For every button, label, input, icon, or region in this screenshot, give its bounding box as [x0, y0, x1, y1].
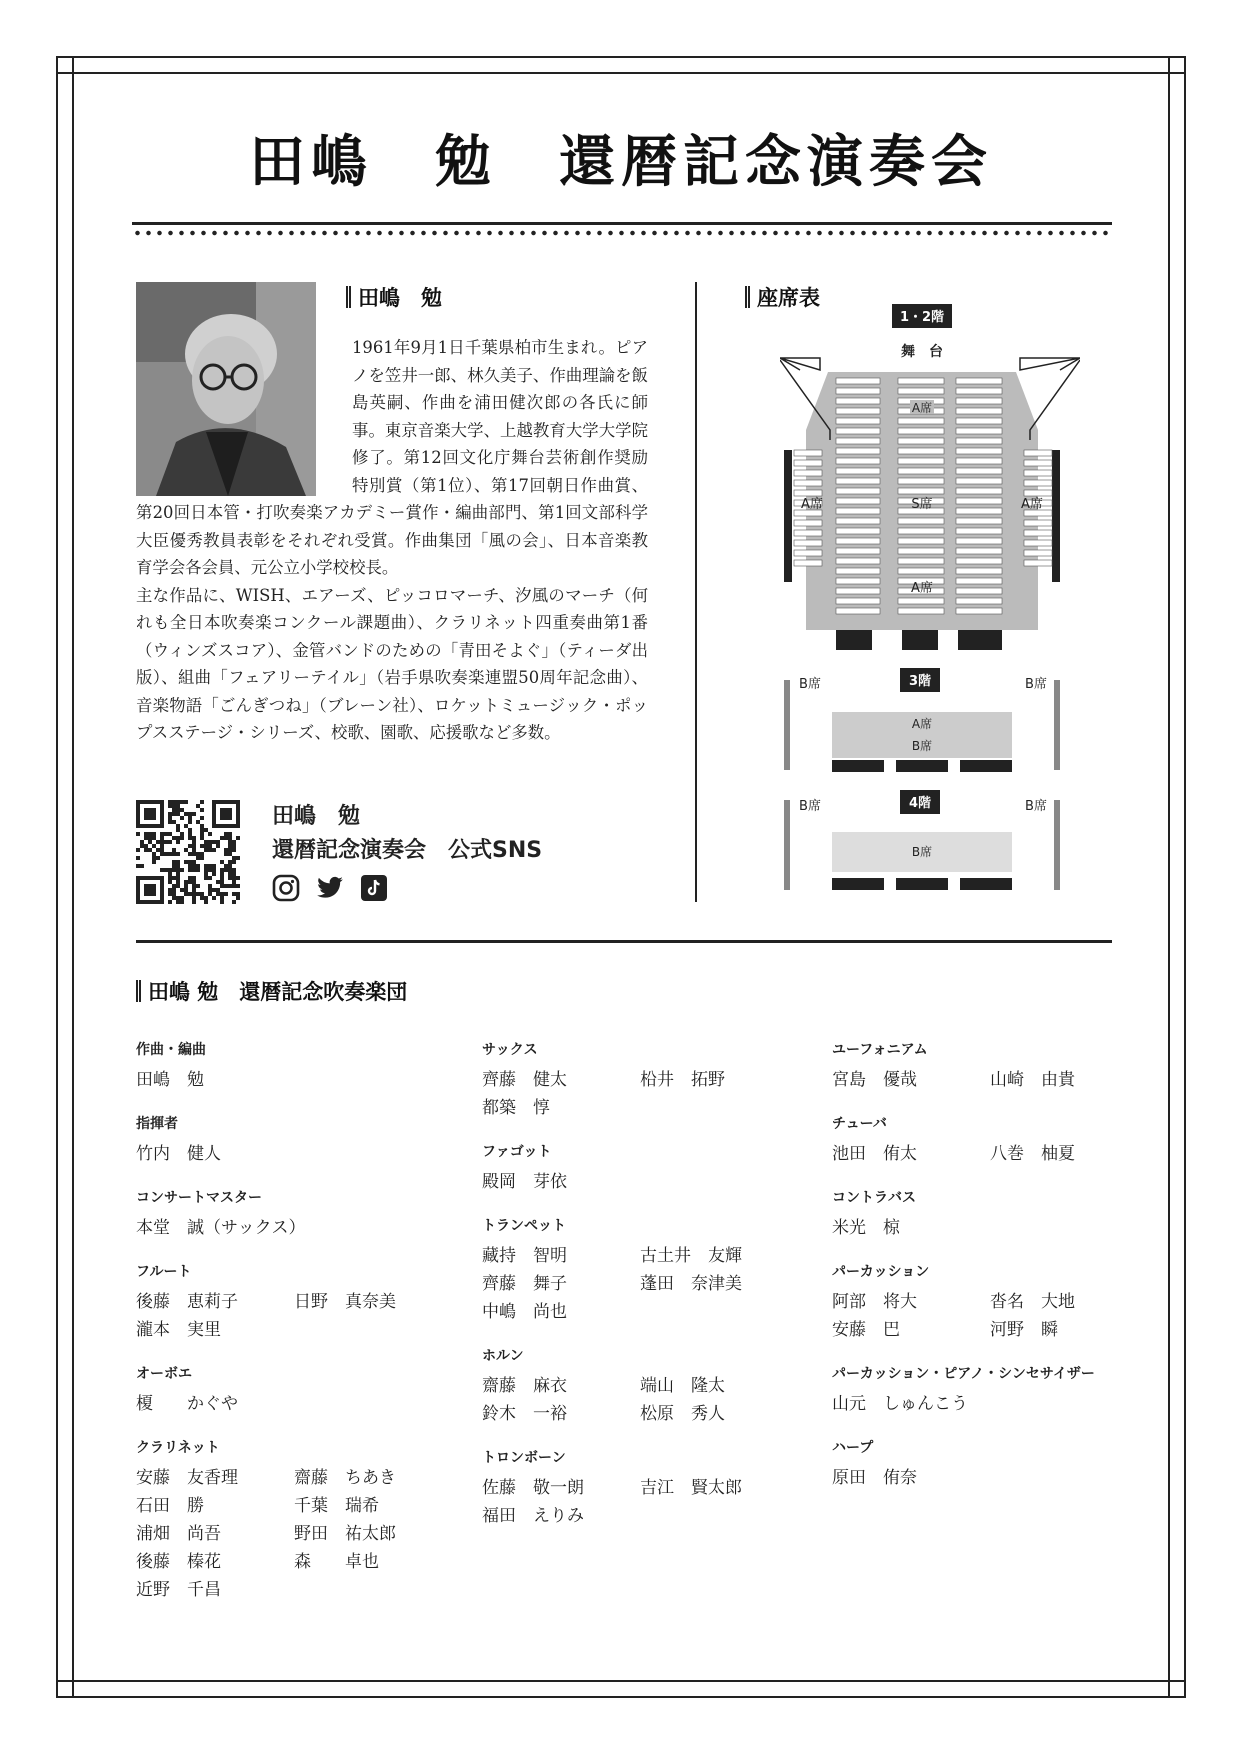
seat-b-label-right: B席 — [1025, 677, 1047, 692]
seat-s-label: S席 — [911, 497, 933, 512]
seat-row — [898, 438, 944, 444]
member-name: 柗井 拓野 — [640, 1070, 725, 1090]
seat-row — [1024, 490, 1052, 496]
seat-row — [836, 408, 880, 414]
sns-line1: 田嶋 勉 — [272, 804, 361, 829]
seat-row — [794, 550, 822, 556]
member-list — [136, 1140, 456, 1168]
instrument-label: フルート — [136, 1264, 192, 1280]
band-heading — [136, 976, 407, 1006]
seat-row — [836, 548, 880, 554]
seat-row — [898, 418, 944, 424]
instrument-label: パーカッション・ピアノ・シンセサイザー — [832, 1366, 1095, 1382]
seat-row — [898, 458, 944, 464]
instrument-group — [832, 1188, 1152, 1242]
instrument-group — [832, 1040, 1152, 1094]
corner-mark — [1168, 1682, 1170, 1698]
floor3-label: 3階 — [908, 674, 932, 689]
seat-row — [836, 568, 880, 574]
instrument-group — [832, 1114, 1152, 1168]
seat-row — [1024, 530, 1052, 536]
seat-row — [836, 458, 880, 464]
stage-label: 舞 台 — [901, 344, 943, 360]
seat-row — [956, 468, 1002, 474]
seat-row — [836, 428, 880, 434]
member-name: 森 卓也 — [294, 1552, 379, 1572]
member-name: 千葉 瑞希 — [294, 1496, 379, 1516]
member-name: 藏持 智明 — [482, 1246, 567, 1266]
seat-row — [956, 538, 1002, 544]
seat-row — [1024, 450, 1052, 456]
member-name: 日野 真奈美 — [294, 1292, 396, 1312]
member-name: 吉江 賢太郎 — [640, 1478, 742, 1498]
seat-row — [898, 538, 944, 544]
seat-row — [794, 460, 822, 466]
seat-row — [956, 478, 1002, 484]
seat-row — [898, 598, 944, 604]
member-name: 齊藤 舞子 — [482, 1274, 567, 1294]
seat-row — [956, 438, 1002, 444]
member-list — [482, 1372, 802, 1428]
column-divider — [695, 282, 697, 902]
member-name: 殿岡 芽依 — [482, 1172, 567, 1192]
twitter-icon[interactable] — [316, 874, 344, 902]
seat-a-left-label: A席 — [801, 497, 823, 512]
member-list — [832, 1288, 1152, 1344]
seat-row — [794, 540, 822, 546]
member-name: 沓名 大地 — [990, 1292, 1075, 1312]
member-list — [832, 1140, 1152, 1168]
member-name: 松原 秀人 — [640, 1404, 725, 1424]
seat-row — [794, 470, 822, 476]
seat-row — [836, 388, 880, 394]
corner-mark — [72, 56, 74, 72]
member-name: 近野 千昌 — [136, 1580, 221, 1600]
seat-row — [1024, 470, 1052, 476]
seat-row — [956, 418, 1002, 424]
member-name: 山元 しゅんこう — [832, 1394, 968, 1414]
seat-row — [836, 418, 880, 424]
member-name: 石田 勝 — [136, 1496, 204, 1516]
seat-row — [794, 520, 822, 526]
seat-row — [1024, 550, 1052, 556]
seat-row — [836, 528, 880, 534]
corner-mark — [1168, 56, 1170, 72]
instrument-label: コンサートマスター — [136, 1190, 262, 1206]
seat-row — [1024, 560, 1052, 566]
member-list — [136, 1464, 456, 1604]
seat-row — [898, 388, 944, 394]
instrument-label: チューバ — [832, 1116, 887, 1132]
band-heading-text: 田嶋 勉 還暦記念吹奏楽団 — [148, 980, 408, 1004]
member-name: 瀧本 実里 — [136, 1320, 221, 1340]
seat-a-3f-label: A席 — [911, 717, 933, 731]
member-name: 本堂 誠（サックス） — [136, 1218, 306, 1238]
instrument-label: クラリネット — [136, 1440, 220, 1456]
instrument-label: 指揮者 — [136, 1116, 178, 1132]
seat-row — [836, 498, 880, 504]
instrument-group — [136, 1262, 456, 1344]
member-name: 田嶋 勉 — [136, 1070, 204, 1090]
seat-row — [898, 528, 944, 534]
member-list — [482, 1168, 802, 1196]
seat-a-right-label: A席 — [1021, 497, 1043, 512]
heading-bar — [745, 286, 750, 308]
corner-mark — [1170, 72, 1186, 74]
seat-b-4f-left: B席 — [799, 799, 821, 814]
floor12-label: 1・2階 — [899, 310, 945, 325]
member-name: 原田 侑奈 — [832, 1468, 917, 1488]
seat-row — [836, 478, 880, 484]
page-title: 田嶋 勉 還暦記念演奏会 — [249, 130, 993, 195]
corner-mark — [56, 72, 72, 74]
member-name: 河野 瞬 — [990, 1320, 1058, 1340]
member-name: 八巻 柚夏 — [990, 1144, 1075, 1164]
seat-row — [956, 498, 1002, 504]
member-name: 米光 椋 — [832, 1218, 900, 1238]
member-name: 阿部 将大 — [832, 1292, 917, 1312]
profile-heading — [346, 282, 442, 312]
member-list — [832, 1214, 1152, 1242]
member-name: 齋藤 ちあき — [294, 1468, 396, 1488]
member-name: 安藤 巴 — [832, 1320, 900, 1340]
instrument-group — [136, 1364, 456, 1418]
member-list — [136, 1066, 456, 1094]
member-name: 福田 えりみ — [482, 1506, 584, 1526]
instrument-label: 作曲・編曲 — [136, 1042, 206, 1058]
member-name: 齊藤 健太 — [482, 1070, 567, 1090]
seat-row — [836, 438, 880, 444]
seat-row — [956, 598, 1002, 604]
instrument-group — [482, 1040, 802, 1122]
instrument-label: ユーフォニアム — [832, 1042, 928, 1058]
instrument-label: パーカッション — [832, 1264, 930, 1280]
seat-row — [794, 530, 822, 536]
member-name: 鈴木 一裕 — [482, 1404, 567, 1424]
member-list — [136, 1214, 456, 1242]
seat-row — [1024, 480, 1052, 486]
seat-row — [836, 488, 880, 494]
instrument-label: ホルン — [482, 1348, 524, 1364]
instagram-icon[interactable] — [272, 874, 300, 902]
member-name: 後藤 榛花 — [136, 1552, 221, 1572]
floor4-label: 4階 — [908, 796, 932, 811]
member-name: 齋藤 麻衣 — [482, 1376, 567, 1396]
seat-row — [836, 608, 880, 614]
seat-row — [956, 608, 1002, 614]
corner-mark — [72, 1682, 74, 1698]
instrument-group — [482, 1142, 802, 1196]
seat-row — [898, 448, 944, 454]
seat-row — [956, 428, 1002, 434]
seat-row — [898, 518, 944, 524]
section-rule — [136, 940, 1112, 943]
seat-row — [836, 578, 880, 584]
bio-text: 1961年9月1日千葉県柏市生まれ。ピアノを笠井一郎、林久美子、作曲理論を飯島英嗣、作曲を浦田健次郎の各氏に師事。東京音楽大学、上越教育大学大学院修了。第12回文化庁舞台芸術創作奨励特別賞（第1位）、第17回朝日作曲賞、第20回日本管・打吹奏楽アカデミー賞作・編曲部門、第1回文部科学大臣優秀教員表彰をそれぞれ受賞。作曲集団「風の会」、日本音楽教育学会各会員、元公立小学校校長。 — [136, 338, 648, 577]
seat-row — [1024, 520, 1052, 526]
seat-row — [898, 548, 944, 554]
members-column-3 — [832, 1040, 1152, 1512]
seat-row — [956, 558, 1002, 564]
instrument-group — [136, 1114, 456, 1168]
instrument-label: トロンボーン — [482, 1450, 566, 1466]
seat-row — [898, 478, 944, 484]
seating-heading-text: 座席表 — [757, 286, 820, 310]
seat-row — [794, 450, 822, 456]
seat-row — [836, 378, 880, 384]
sns-line2: 還暦記念演奏会 公式SNS — [272, 838, 543, 863]
seat-row — [898, 558, 944, 564]
seat-row — [956, 408, 1002, 414]
seat-row — [836, 558, 880, 564]
member-name: 池田 侑太 — [832, 1144, 917, 1164]
instrument-label: コントラバス — [832, 1190, 916, 1206]
member-name: 古土井 友輝 — [640, 1246, 742, 1266]
title-rule — [132, 222, 1112, 225]
seat-b-3f-label: B席 — [911, 739, 933, 753]
seat-row — [956, 588, 1002, 594]
member-list — [136, 1390, 456, 1418]
member-name: 竹内 健人 — [136, 1144, 221, 1164]
seat-row — [898, 428, 944, 434]
member-list — [136, 1288, 456, 1344]
seat-b-label: B席 — [799, 677, 821, 692]
members-column-2 — [482, 1040, 802, 1550]
member-name: 佐藤 敬一朗 — [482, 1478, 584, 1498]
member-list — [482, 1474, 802, 1530]
seat-row — [898, 378, 944, 384]
seat-a-label: A席 — [911, 401, 933, 415]
seat-row — [956, 508, 1002, 514]
seat-row — [794, 490, 822, 496]
seat-row — [956, 578, 1002, 584]
instrument-label: オーボエ — [136, 1366, 192, 1382]
seat-row — [898, 488, 944, 494]
member-name: 端山 隆太 — [640, 1376, 725, 1396]
instrument-group — [832, 1364, 1152, 1418]
seat-row — [956, 398, 1002, 404]
seat-row — [836, 468, 880, 474]
member-list — [832, 1464, 1152, 1492]
seat-row — [836, 508, 880, 514]
seat-b-4f-label: B席 — [911, 845, 933, 859]
seat-row — [956, 568, 1002, 574]
seat-row — [836, 538, 880, 544]
member-list — [832, 1066, 1152, 1094]
instrument-group — [832, 1262, 1152, 1344]
seat-row — [956, 388, 1002, 394]
seat-row — [836, 588, 880, 594]
seat-row — [1024, 460, 1052, 466]
corner-mark — [56, 1680, 72, 1682]
member-list — [832, 1390, 1152, 1418]
seat-row — [956, 528, 1002, 534]
works-text: 主な作品に、WISH、エアーズ、ピッコロマーチ、汐風のマーチ（何れも全日本吹奏楽コンクール課題曲）、クラリネット四重奏曲第1番（ウィンズスコア）、金管バンドのための「青田そよぐ」（ティーダ出版）、組曲「フェアリーテイル」（岩手県吹奏楽連盟50周年記念曲）、音楽物語「ごんぎつね」（ブレーン社）、ロケットミュージック・ポップスステージ・シリーズ、校歌、園歌、応援歌など多数。 — [136, 585, 648, 742]
seat-row — [836, 518, 880, 524]
member-list — [482, 1066, 802, 1122]
seat-row — [836, 448, 880, 454]
seat-row — [956, 458, 1002, 464]
instrument-label: ファゴット — [482, 1144, 552, 1160]
heading-bar — [136, 980, 141, 1002]
profile-heading-text: 田嶋 勉 — [358, 286, 442, 310]
sns-icons — [272, 874, 388, 902]
member-name: 榎 かぐや — [136, 1394, 238, 1414]
member-name: 安藤 友香理 — [136, 1468, 238, 1488]
seat-row — [836, 398, 880, 404]
member-name: 宮島 優哉 — [832, 1070, 917, 1090]
member-name: 蓬田 奈津美 — [640, 1274, 742, 1294]
member-name: 野田 祐太郎 — [294, 1524, 396, 1544]
seat-row — [836, 598, 880, 604]
members-column-1 — [136, 1040, 456, 1624]
seat-row — [794, 560, 822, 566]
instrument-group — [832, 1438, 1152, 1492]
dotted-rule — [132, 230, 1112, 236]
instrument-label: サックス — [482, 1042, 538, 1058]
seat-row — [898, 468, 944, 474]
instrument-label: ハープ — [832, 1440, 874, 1456]
member-name: 浦畑 尚吾 — [136, 1524, 221, 1544]
seat-row — [956, 488, 1002, 494]
seat-row — [794, 480, 822, 486]
instrument-group — [482, 1448, 802, 1530]
seat-row — [898, 568, 944, 574]
seat-a-rear-label: A席 — [911, 581, 933, 596]
qr-code[interactable] — [136, 800, 240, 904]
member-name: 山崎 由貴 — [990, 1070, 1075, 1090]
tiktok-icon[interactable] — [360, 874, 388, 902]
sns-block — [272, 800, 542, 868]
seat-b-4f-right: B席 — [1025, 799, 1047, 814]
instrument-group — [136, 1438, 456, 1604]
member-name: 後藤 恵莉子 — [136, 1292, 238, 1312]
instrument-label: トランペット — [482, 1218, 566, 1234]
seat-row — [956, 548, 1002, 554]
member-name: 中嶋 尚也 — [482, 1302, 567, 1322]
member-name: 都築 惇 — [482, 1098, 550, 1118]
corner-mark — [1170, 1680, 1186, 1682]
seat-row — [898, 608, 944, 614]
instrument-group — [482, 1346, 802, 1428]
profile-bio — [136, 334, 648, 747]
member-list — [482, 1242, 802, 1326]
heading-bar — [346, 286, 351, 308]
seat-row — [956, 518, 1002, 524]
seat-row — [1024, 540, 1052, 546]
instrument-group — [482, 1216, 802, 1326]
instrument-group — [136, 1188, 456, 1242]
seat-row — [956, 378, 1002, 384]
seat-row — [956, 448, 1002, 454]
instrument-group — [136, 1040, 456, 1094]
seating-chart — [780, 300, 1080, 910]
